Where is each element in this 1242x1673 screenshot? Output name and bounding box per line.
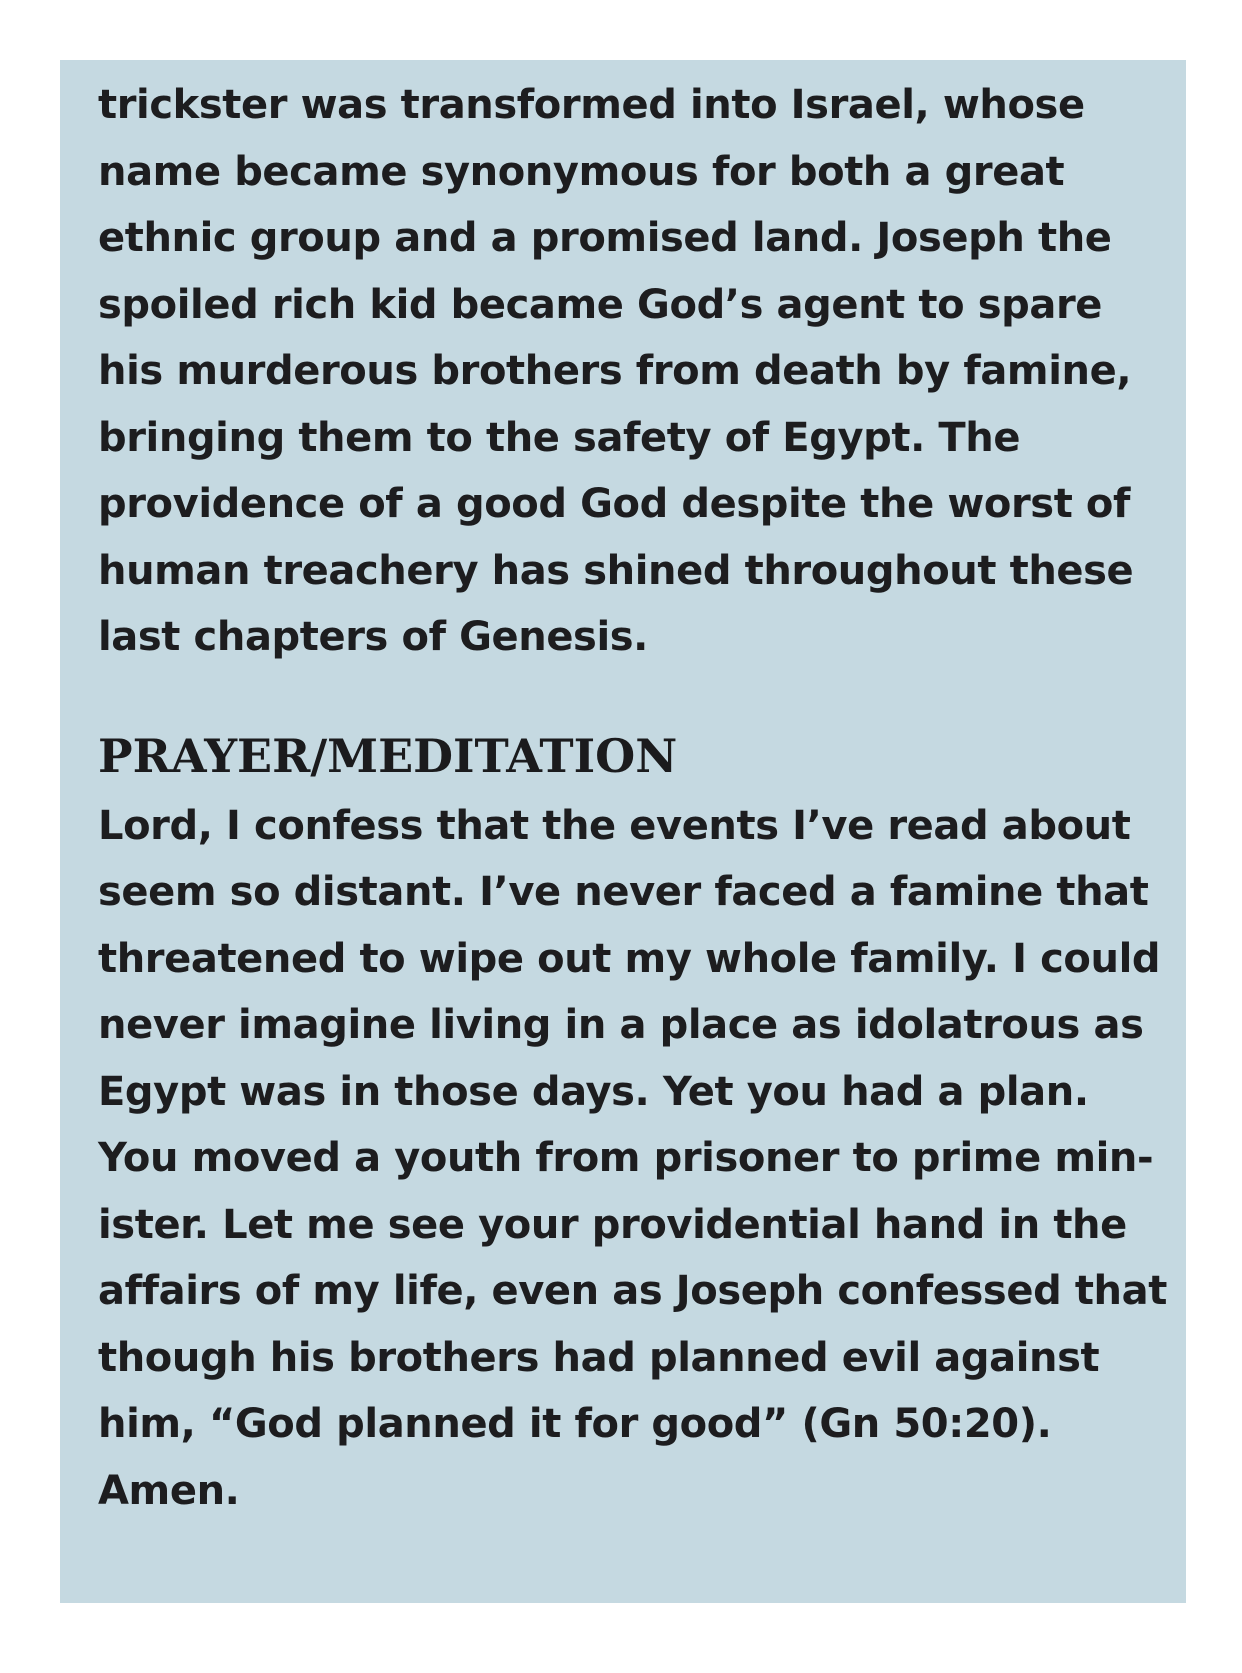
text-line: never imagine living in a place as idolatrous as <box>98 1002 1144 1048</box>
text-line: Amen. <box>98 1467 240 1514</box>
text-line: spoiled rich kid became God’s agent to spare <box>98 281 1103 328</box>
text-line: ethnic group and a promised land. Joseph the <box>98 215 1112 261</box>
text-line: seem so distant. I’ve never faced a famine that <box>98 869 1149 915</box>
text-line: his murderous brothers from death by famine, <box>98 348 1132 394</box>
text-line: Lord, I confess that the events I’ve read about <box>98 802 1131 849</box>
prayer-heading: PRAYER/MEDITATION <box>98 728 678 783</box>
text-line: last chapters of Genesis. <box>98 614 648 660</box>
section-spacer <box>98 671 1146 725</box>
text-line: ister. Let me see your providential hand in the <box>98 1201 1127 1248</box>
text-line: You moved a youth from prisoner to prime min- <box>98 1135 1154 1181</box>
text-line: affairs of my life, even as Joseph confessed that <box>98 1268 1167 1314</box>
text-line: name became synonymous for both a great <box>98 148 1065 195</box>
text-line: human treachery has shined throughout these <box>98 547 1134 594</box>
text-line: bringing them to the safety of Egypt. The <box>98 414 1021 461</box>
text-line: him, “God planned it for good” (Gn 50:20). <box>98 1401 1052 1447</box>
text-line: providence of a good God despite the worst of <box>98 481 1131 527</box>
text-line: trickster was transformed into Israel, whose <box>98 82 1085 128</box>
text-line: though his brothers had planned evil against <box>98 1334 1100 1381</box>
text-line: threatened to wipe out my whole family. I could <box>98 935 1161 982</box>
devotional-panel <box>60 60 1186 1603</box>
text-line: Egypt was in those days. Yet you had a plan. <box>98 1068 1089 1115</box>
intro-paragraph <box>98 72 1146 671</box>
prayer-paragraph <box>98 793 1167 1525</box>
